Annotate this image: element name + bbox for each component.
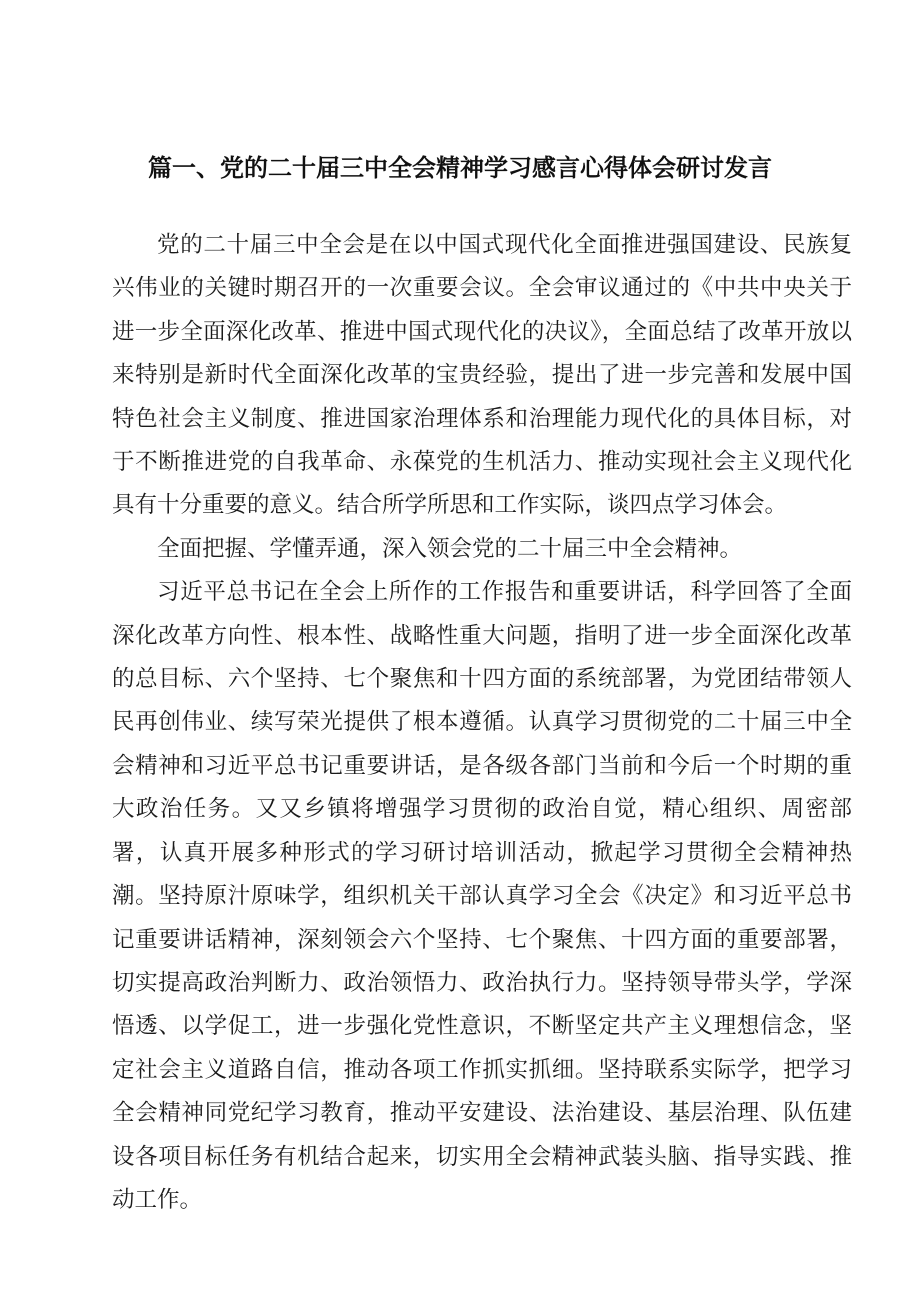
paragraph-main: 习近平总书记在全会上所作的工作报告和重要讲话，科学回答了全面深化改革方向性、根本性、战略性重大问题，指明了进一步全面深化改革的总目标、六个坚持、七个聚焦和十四方面的系统部署，为党团结带领人民再创伟业、续写荣光提供了根本遵循。认真学习贯彻党的二十届三中全会精神和习近平总书记重要讲话，是各级各部门当前和今后一个时期的重大政治任务。又又乡镇将增强学习贯彻的政治自觉，精心组织、周密部署，认真开展多种形式的学习研讨培训活动，掀起学习贯彻全会精神热潮。坚持原汁原味学，组织机关干部认真学习全会《决定》和习近平总书记重要讲话精神，深刻领会六个坚持、七个聚焦、十四方面的重要部署，切实提高政治判断力、政治领悟力、政治执行力。坚持领导带头学，学深悟透、以学促工，进一步强化党性意识，不断坚定共产主义理想信念，坚定社会主义道路自信，推动各项工作抓实抓细。坚持联系实际学，把学习全会精神同党纪学习教育，推动平安建设、法治建设、基层治理、队伍建设各项目标任务有机结合起来，切实用全会精神武装头脑、指导实践、推动工作。 xyxy=(112,579,852,1213)
document-title: 篇一、党的二十届三中全会精神学习感言心得体会研讨发言 xyxy=(148,154,772,182)
paragraph-intro: 党的二十届三中全会是在以中国式现代化全面推进强国建设、民族复兴伟业的关键时期召开的一次重要会议。全会审议通过的《中共中央关于进一步全面深化改革、推进中国式现代化的决议》，全面总结了改革开放以来特别是新时代全面深化改革的宝贵经验，提出了进一步完善和发展中国特色社会主义制度、推进国家治理体系和治理能力现代化的具体目标，对于不断推进党的自我革命、永葆党的生机活力、推动实现社会主义现代化具有十分重要的意义。结合所学所思和工作实际，谈四点学习体会。 xyxy=(112,232,852,519)
paragraph-heading-one: 全面把握、学懂弄通，深入领会党的二十届三中全会精神。 xyxy=(157,535,743,562)
document-body xyxy=(112,224,852,1222)
